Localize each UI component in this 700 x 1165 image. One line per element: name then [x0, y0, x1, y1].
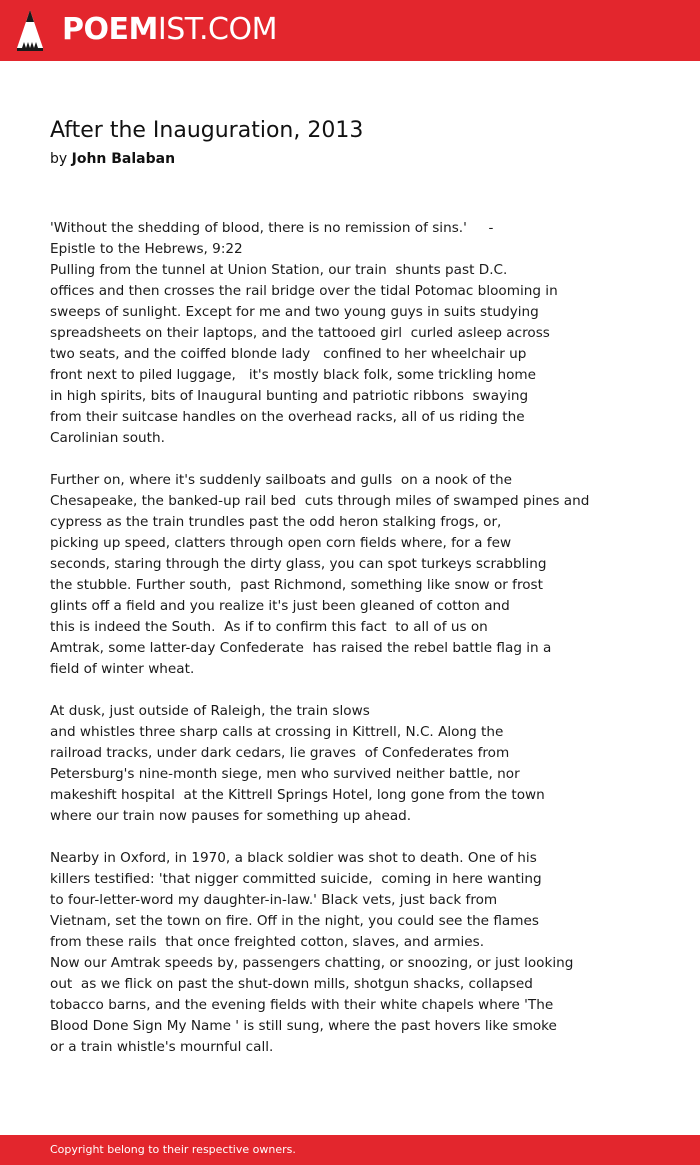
- poem-line: Carolinian south.: [50, 430, 165, 446]
- pencil-icon: [16, 8, 44, 52]
- poem-line: out as we flick on past the shut-down mills, shotgun shacks, collapsed: [50, 976, 533, 992]
- poem-line: and whistles three sharp calls at crossing in Kittrell, N.C. Along the: [50, 724, 504, 740]
- site-logo[interactable]: [62, 11, 277, 49]
- poem-line: railroad tracks, under dark cedars, lie graves of Confederates from: [50, 745, 510, 761]
- poem-line: Amtrak, some latter-day Confederate has raised the rebel battle flag in a: [50, 640, 552, 656]
- poem-line: seconds, staring through the dirty glass, you can spot turkeys scrabbling: [50, 556, 547, 572]
- poem-stanza: [50, 218, 670, 449]
- poem-line: sweeps of sunlight. Except for me and two young guys in suits studying: [50, 304, 539, 320]
- poem-line: Blood Done Sign My Name ' is still sung, where the past hovers like smoke: [50, 1018, 557, 1034]
- poem-line: 'Without the shedding of blood, there is no remission of sins.' -: [50, 220, 494, 236]
- poem-line: spreadsheets on their laptops, and the tattooed girl curled asleep across: [50, 325, 550, 341]
- poem-title: After the Inauguration, 2013: [50, 118, 364, 143]
- poem-line: tobacco barns, and the evening fields with their white chapels where 'The: [50, 997, 554, 1013]
- poem-line: where our train now pauses for something up ahead.: [50, 808, 412, 824]
- poem-stanza: [50, 848, 670, 1058]
- poem-line: from their suitcase handles on the overhead racks, all of us riding the: [50, 409, 525, 425]
- poem-line: Now our Amtrak speeds by, passengers chatting, or snoozing, or just looking: [50, 955, 574, 971]
- logo-light-text: IST.COM: [157, 12, 277, 47]
- poem-line: glints off a field and you realize it's just been gleaned of cotton and: [50, 598, 510, 614]
- byline: [50, 149, 175, 169]
- poem-line: two seats, and the coiffed blonde lady confined to her wheelchair up: [50, 346, 527, 362]
- poem-line: front next to piled luggage, it's mostly black folk, some trickling home: [50, 367, 536, 383]
- poem-line: or a train whistle's mournful call.: [50, 1039, 274, 1055]
- poem-stanza: [50, 701, 670, 827]
- poem-line: from these rails that once freighted cotton, slaves, and armies.: [50, 934, 485, 950]
- poem-line: in high spirits, bits of Inaugural bunting and patriotic ribbons swaying: [50, 388, 529, 404]
- poem-line: Further on, where it's suddenly sailboats and gulls on a nook of the: [50, 472, 512, 488]
- poem-line: this is indeed the South. As if to confirm this fact to all of us on: [50, 619, 488, 635]
- poem-line: killers testified: 'that nigger committed suicide, coming in here wanting: [50, 871, 542, 887]
- poem-line: Epistle to the Hebrews, 9:22: [50, 241, 243, 257]
- poem-line: the stubble. Further south, past Richmond, something like snow or frost: [50, 577, 543, 593]
- poem-body: [50, 218, 670, 1079]
- logo-bold-text: POEM: [62, 12, 158, 47]
- footer-bar: [0, 1135, 700, 1165]
- copyright-text: Copyright belong to their respective owners.: [50, 1143, 296, 1156]
- poem-line: field of winter wheat.: [50, 661, 195, 677]
- poem-line: At dusk, just outside of Raleigh, the train slows: [50, 703, 370, 719]
- poem-line: makeshift hospital at the Kittrell Springs Hotel, long gone from the town: [50, 787, 545, 803]
- poem-line: to four-letter-word my daughter-in-law.' Black vets, just back from: [50, 892, 498, 908]
- poem-line: cypress as the train trundles past the odd heron stalking frogs, or,: [50, 514, 502, 530]
- poem-line: Petersburg's nine-month siege, men who survived neither battle, nor: [50, 766, 520, 782]
- poem-line: Pulling from the tunnel at Union Station, our train shunts past D.C.: [50, 262, 508, 278]
- poem-line: Vietnam, set the town on fire. Off in the night, you could see the flames: [50, 913, 539, 929]
- poem-line: offices and then crosses the rail bridge over the tidal Potomac blooming in: [50, 283, 558, 299]
- poem-line: Nearby in Oxford, in 1970, a black soldier was shot to death. One of his: [50, 850, 537, 866]
- author-name: John Balaban: [71, 151, 176, 167]
- by-label: by: [50, 151, 68, 167]
- header-bar: [0, 0, 700, 61]
- poem-line: picking up speed, clatters through open corn fields where, for a few: [50, 535, 512, 551]
- poem-line: Chesapeake, the banked-up rail bed cuts through miles of swamped pines and: [50, 493, 590, 509]
- poem-stanza: [50, 470, 670, 680]
